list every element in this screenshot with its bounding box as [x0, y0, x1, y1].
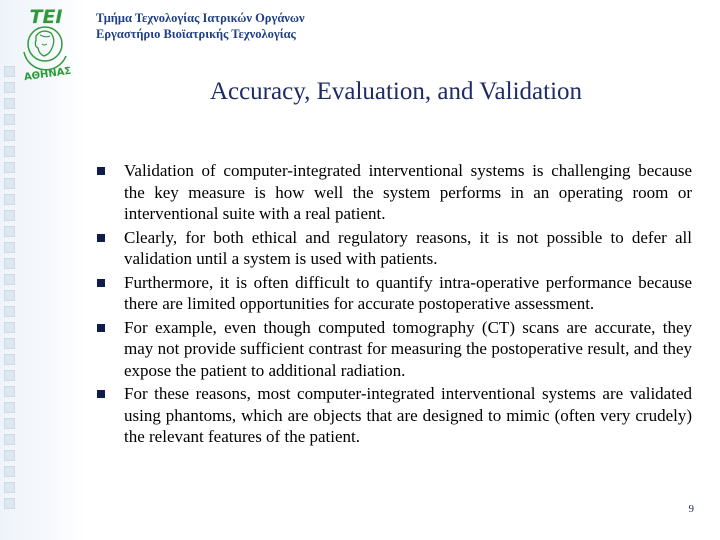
square-bullet-icon [97, 167, 105, 175]
bullet-item [97, 383, 692, 448]
bullet-item [97, 160, 692, 225]
bullet-text: Validation of computer-integrated interventional systems is challenging because the key measure is how well the system performs in an operating room or interventional suite with a real patient. [124, 161, 692, 223]
square-bullet-icon [97, 390, 105, 398]
square-bullet-icon [97, 279, 105, 287]
square-bullet-icon [97, 324, 105, 332]
laboratory-name: Εργαστήριο Βιοϊατρικής Τεχνολογίας [96, 27, 296, 41]
bullet-item [97, 317, 692, 382]
slide-title: Accuracy, Evaluation, and Validation [209, 78, 583, 105]
logo-text-bottom: ΑΘΗΝΑΣ [23, 65, 72, 84]
bullet-item [97, 227, 692, 270]
page-number: 9 [688, 503, 694, 515]
bullet-text: Furthermore, it is often difficult to quantify intra-operative performance because there are limited opportunities for accurate postoperative assessment. [124, 272, 692, 313]
bullet-text: For these reasons, most computer-integrated interventional systems are validated using phantoms, which are objects that are designed to mimic (often very crudely) the relevant features of the patient. [124, 384, 692, 446]
department-name: Τμήμα Τεχνολογίας Ιατρικών Οργάνων [96, 11, 305, 25]
bullet-list [97, 160, 692, 450]
department-header [96, 10, 305, 42]
bullet-text: For example, even though computed tomography (CT) scans are accurate, they may not provide sufficient contrast for measuring the postoperative result, and they expose the patient to additional radiation. [124, 317, 692, 380]
logo-text-top: ΤΕΙ [29, 6, 63, 28]
bullet-item [97, 272, 692, 315]
tei-athens-logo [6, 2, 84, 86]
bullet-text: Clearly, for both ethical and regulatory reasons, it is not possible to defer all validation until a system is used with patients. [124, 227, 692, 268]
square-bullet-icon [97, 234, 105, 242]
square-column-decoration [4, 66, 16, 514]
